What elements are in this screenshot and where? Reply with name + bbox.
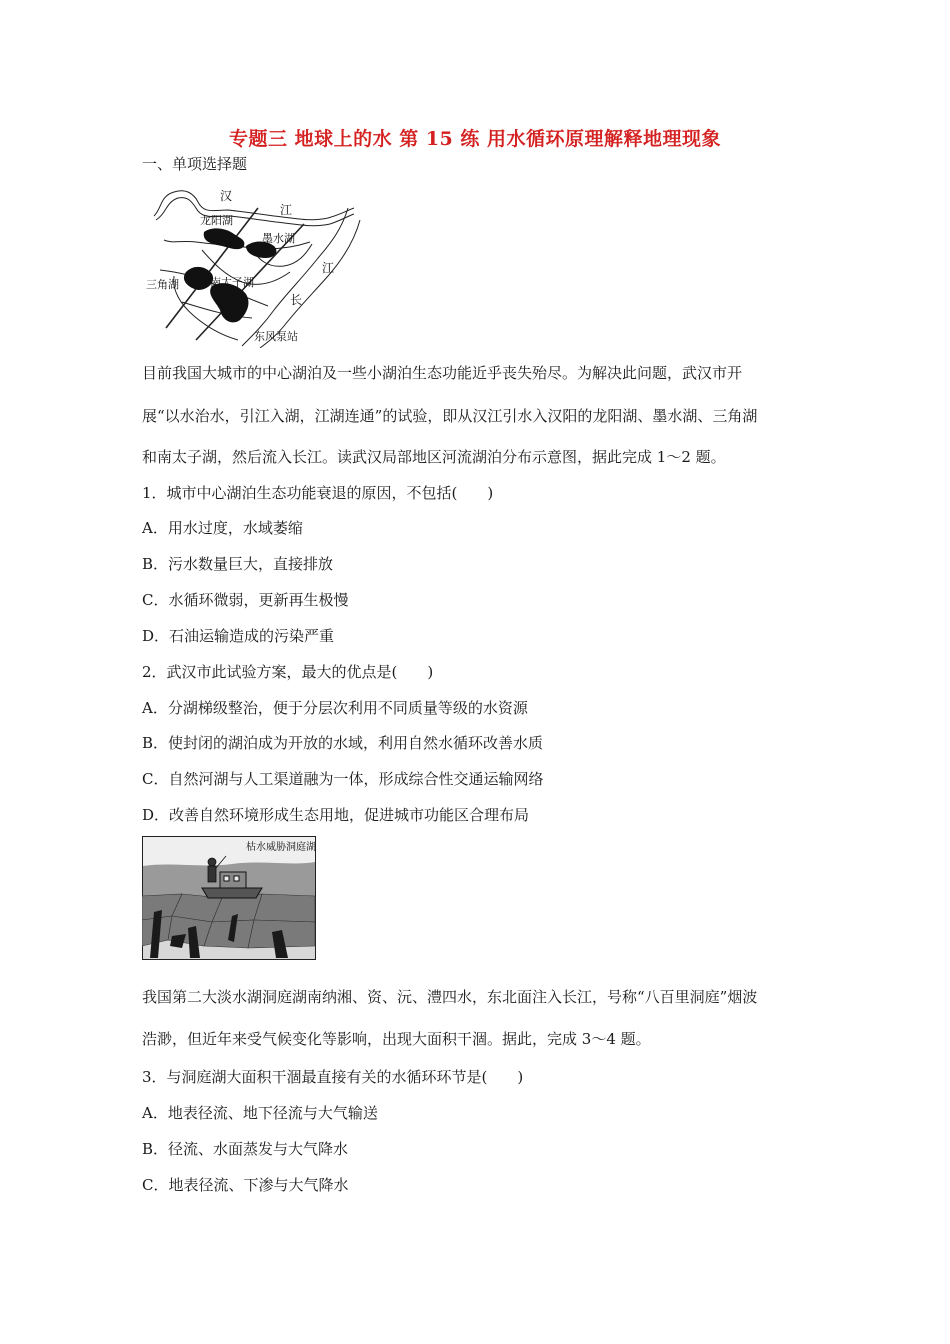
q2-option-c: C．自然河湖与人工渠道融为一体，形成综合性交通运输网络 bbox=[142, 770, 544, 788]
map-label-sanjiao: 三角湖 bbox=[146, 278, 179, 291]
longyang-lake bbox=[204, 228, 245, 249]
q3-option-b: B．径流、水面蒸发与大气降水 bbox=[142, 1140, 349, 1158]
passage-1-line-2: 展“以水治水，引江入湖，江湖连通”的试验，即从汉江引水入汉阳的龙阳湖、墨水湖、三角湖 bbox=[142, 407, 758, 425]
passage-2-line-1: 我国第二大淡水湖洞庭湖南纳湘、资、沅、澧四水，东北面注入长江，号称“八百里洞庭”烟波 bbox=[142, 988, 758, 1006]
q3-option-a: A．地表径流、地下径流与大气输送 bbox=[142, 1104, 378, 1122]
han-river bbox=[154, 191, 354, 220]
q2-option-a: A．分湖梯级整治，便于分层次利用不同质量等级的水资源 bbox=[142, 699, 528, 717]
q3-stem: 3．与洞庭湖大面积干涸最直接有关的水循环环节是( ) bbox=[142, 1068, 524, 1086]
image-caption: 枯水威胁洞庭湖 bbox=[246, 842, 316, 853]
passage-1-line-3: 和南太子湖，然后流入长江。读武汉局部地区河流湖泊分布示意图，据此完成 1～2 题。 bbox=[142, 448, 726, 466]
q1-option-c: C．水循环微弱，更新再生极慢 bbox=[142, 591, 349, 609]
map-label-dongfeng: 东风泵站 bbox=[254, 330, 298, 343]
q1-option-d: D．石油运输造成的污染严重 bbox=[142, 627, 335, 645]
section-heading: 一、单项选择题 bbox=[142, 155, 248, 173]
dongting-drought-image bbox=[142, 836, 316, 960]
map-label-chang: 长 bbox=[290, 293, 303, 307]
q2-option-d: D．改善自然环境形成生态用地，促进城市功能区合理布局 bbox=[142, 806, 530, 824]
q1-option-b: B．污水数量巨大，直接排放 bbox=[142, 555, 334, 573]
map-label-nantaizi: 南太子湖 bbox=[210, 276, 254, 289]
yangtze-river bbox=[242, 208, 348, 346]
map-label-moshui: 墨水湖 bbox=[262, 232, 295, 245]
q1-stem: 1．城市中心湖泊生态功能衰退的原因，不包括( ) bbox=[142, 484, 494, 502]
wuhan-lake-map bbox=[142, 180, 362, 348]
map-label-jiang-1: 江 bbox=[280, 203, 293, 217]
q2-option-b: B．使封闭的湖泊成为开放的水域，利用自然水循环改善水质 bbox=[142, 734, 544, 752]
sanjiao-lake bbox=[184, 267, 213, 290]
passage-2-line-2: 浩渺，但近年来受气候变化等影响，出现大面积干涸。据此，完成 3～4 题。 bbox=[142, 1030, 651, 1048]
map-label-longyang: 龙阳湖 bbox=[200, 214, 233, 227]
map-label-han: 汉 bbox=[220, 189, 233, 203]
q1-option-a: A．用水过度，水域萎缩 bbox=[142, 519, 303, 537]
document-title: 专题三 地球上的水 第 15 练 用水循环原理解释地理现象 bbox=[228, 128, 721, 150]
q2-stem: 2．武汉市此试验方案，最大的优点是( ) bbox=[142, 663, 434, 681]
passage-1-line-1: 目前我国大城市的中心湖泊及一些小湖泊生态功能近乎丧失殆尽。为解决此问题，武汉市开 bbox=[142, 364, 743, 382]
map-label-jiang-2: 江 bbox=[322, 261, 335, 275]
q3-option-c: C．地表径流、下渗与大气降水 bbox=[142, 1176, 349, 1194]
